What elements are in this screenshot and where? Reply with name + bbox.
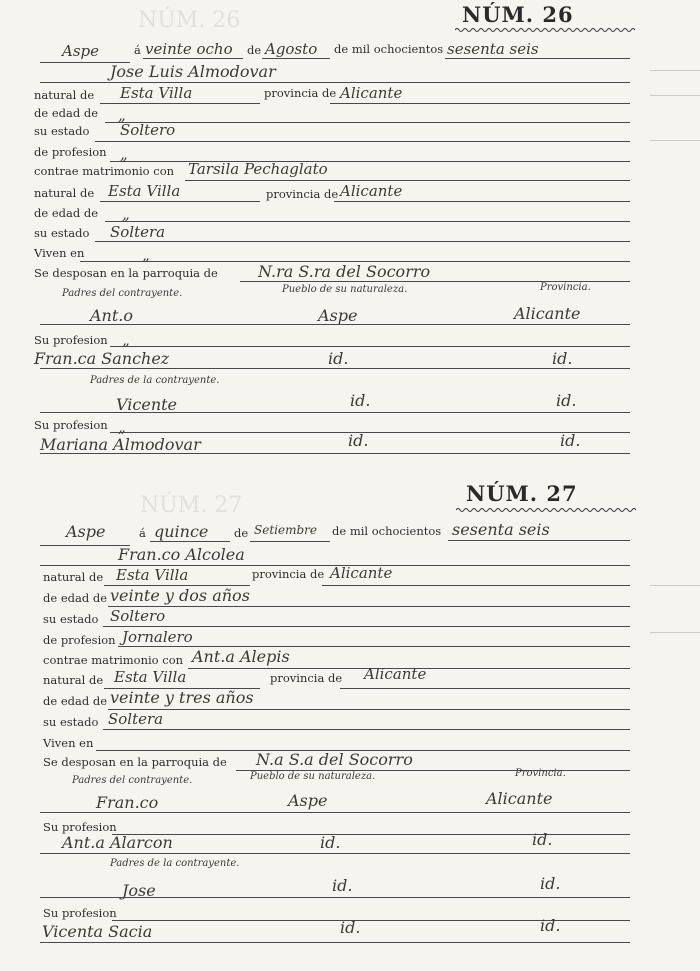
label-natural: natural de [43,570,104,584]
bleed-line [650,95,700,96]
groom-mother-pueblo: id. [328,349,349,368]
label-a: á [134,43,141,57]
rule [108,709,630,710]
label-provincia: provincia de [270,671,343,685]
number-underline [456,507,636,513]
bride-father-provincia: id. [540,874,561,893]
label-de: de [247,43,262,57]
label-su-profesion: Su profesion [43,820,117,834]
rule [250,541,330,542]
groom-father: Ant.o [90,306,134,325]
label-natural: natural de [43,673,104,687]
label-mil: de mil ochocientos [332,524,442,538]
label-viven: Viven en [34,246,85,260]
groom-father-provincia: Alicante [514,304,581,323]
label-provincia: provincia de [252,567,325,581]
groom-province: Alicante [340,84,403,102]
header-provincia: Provincia. [540,282,591,293]
bride-mother-pueblo: id. [340,918,361,937]
groom-father-provincia: Alicante [486,789,553,808]
entry-number: NÚM. 27 [466,481,578,506]
place: Aspe [66,522,106,541]
groom-name: Fran.co Alcolea [118,545,245,564]
rule [103,626,630,627]
bride-province: Alicante [364,665,427,683]
bride-name: Ant.a Alepis [192,647,290,666]
groom-state: Soltero [110,607,166,625]
bride-mother-provincia: id. [560,431,581,450]
label-a: á [139,526,146,540]
rule [40,942,630,943]
month: Agosto [265,40,318,58]
groom-father-pueblo: Aspe [318,306,358,325]
groom-profession: „ [120,145,128,163]
bride-province: Alicante [340,182,403,200]
rule [95,241,630,242]
label-profesion: de profesion [34,145,107,159]
ghost-number: NÚM. 27 [140,493,243,518]
label-contrae: contrae matrimonio con [34,164,175,178]
parish: N.a S.a del Socorro [256,750,413,769]
bride-state: Soltera [110,223,166,241]
bride-age: „ [122,205,130,223]
rule [40,453,630,454]
groom-natural: Esta Villa [116,566,189,584]
rule [40,82,630,83]
rule [110,346,630,347]
rule [448,540,630,541]
rule [445,58,630,59]
rule [40,853,630,854]
label-mil: de mil ochocientos [334,42,444,56]
label-estado: su estado [34,226,90,240]
year: sesenta seis [447,40,539,58]
bride-age: veinte y tres años [110,688,254,707]
bride-name: Tarsila Pechaglato [188,160,328,178]
rule [340,688,630,689]
label-natural: natural de [34,186,95,200]
entry-number: NÚM. 26 [462,2,574,27]
rule [103,729,630,730]
label-edad: de edad de [43,591,108,605]
bride-natural: Esta Villa [108,182,181,200]
label-viven: Viven en [43,736,94,750]
rule [334,201,630,202]
label-contrae: contrae matrimonio con [43,653,184,667]
label-su-profesion: Su profesion [34,418,108,432]
header-padres-contrayente: Padres del contrayente. [62,288,183,299]
bride-father: Jose [122,881,156,900]
rule [40,812,630,813]
month: Setiembre [254,523,317,537]
label-edad: de edad de [34,206,99,220]
bride-mother: Mariana Almodovar [40,435,201,454]
bride-father-profession: „ [118,418,126,436]
groom-mother-provincia: id. [532,830,553,849]
groom-mother: Ant.a Alarcon [62,833,173,852]
rule [110,432,630,433]
bride-mother-pueblo: id. [348,431,369,450]
label-desposan: Se desposan en la parroquia de [43,755,227,769]
rule [322,585,630,586]
groom-age: veinte y dos años [110,586,250,605]
label-profesion: de profesion [43,633,116,647]
groom-natural: Esta Villa [120,84,193,102]
number-underline [455,27,635,33]
groom-mother-provincia: id. [552,349,573,368]
groom-name: Jose Luis Almodovar [110,62,276,81]
bride-mother-provincia: id. [540,916,561,935]
groom-age: „ [118,106,126,124]
groom-father-profession: „ [122,331,130,349]
label-provincia: provincia de [264,86,337,100]
bride-father: Vicente [116,395,178,414]
label-natural: natural de [34,88,95,102]
bleed-line [650,140,700,141]
bleed-line [650,585,700,586]
groom-mother: Fran.ca Sanchez [34,349,170,368]
label-su-profesion: Su profesion [34,333,108,347]
year: sesenta seis [452,520,550,539]
bride-natural: Esta Villa [114,668,187,686]
rule [40,324,630,325]
ghost-number: NÚM. 26 [138,8,241,33]
bride-state: Soltera [108,710,164,728]
header-pueblo: Pueblo de su naturaleza. [282,284,408,295]
rule [40,545,130,546]
groom-mother-pueblo: id. [320,833,341,852]
parish: N.ra S.ra del Socorro [258,262,431,281]
day: veinte ocho [145,40,233,58]
groom-father: Fran.co [96,793,159,812]
groom-state: Soltero [120,121,176,139]
rule [143,58,243,59]
bride-father-provincia: id. [556,391,577,410]
rule [185,180,630,181]
rule [105,122,630,123]
groom-province: Alicante [330,564,393,582]
rule [100,201,260,202]
rule [100,103,260,104]
label-provincia: provincia de [266,187,339,201]
header-padres-contrayenta: Padres de la contrayente. [110,858,240,869]
groom-father-pueblo: Aspe [288,791,328,810]
bleed-line [650,632,700,633]
rule [40,897,630,898]
label-estado: su estado [43,612,99,626]
bride-mother: Vicenta Sacia [42,922,153,941]
bleed-line [650,70,700,71]
header-pueblo: Pueblo de su naturaleza. [250,771,376,782]
groom-profession: Jornalero [122,628,193,646]
header-padres-contrayente: Padres del contrayente. [72,775,193,786]
label-estado: su estado [43,715,99,729]
rule [95,141,630,142]
bride-father-pueblo: id. [350,391,371,410]
rule [150,541,230,542]
label-estado: su estado [34,124,90,138]
viven: „ [142,246,150,264]
bride-father-pueblo: id. [332,876,353,895]
label-de: de [234,526,249,540]
rule [105,221,630,222]
rule [108,606,630,607]
rule [330,103,630,104]
day: quince [154,522,209,541]
label-desposan: Se desposan en la parroquia de [34,266,218,280]
place: Aspe [62,42,100,60]
rule [40,368,630,369]
label-edad: de edad de [34,106,99,120]
rule [262,58,330,59]
label-su-profesion: Su profesion [43,906,117,920]
label-edad: de edad de [43,694,108,708]
header-padres-contrayenta: Padres de la contrayente. [90,375,220,386]
rule [40,412,630,413]
header-provincia: Provincia. [515,768,566,779]
